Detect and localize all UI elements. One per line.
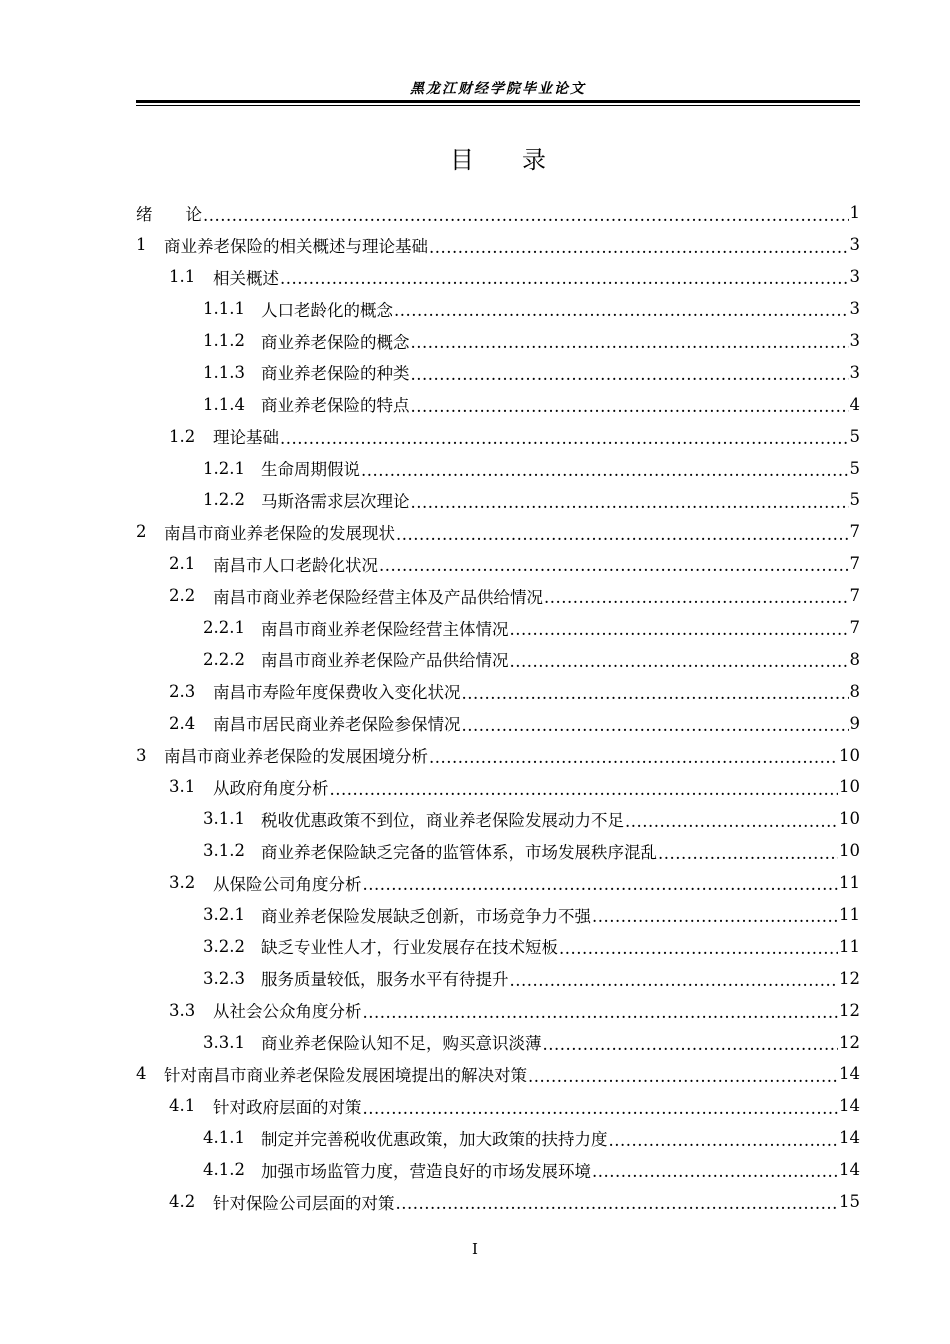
toc-entry[interactable] bbox=[136, 197, 860, 229]
toc-entry-number: 1.1 bbox=[169, 267, 196, 287]
toc-entry-label: 从社会公众角度分析 bbox=[213, 1002, 362, 1022]
toc-dot-leader bbox=[330, 782, 839, 799]
toc-entry-number: 3.2.3 bbox=[203, 968, 245, 988]
toc-entry[interactable] bbox=[136, 484, 860, 516]
toc-entry[interactable] bbox=[136, 803, 860, 835]
toc-dot-leader bbox=[559, 941, 838, 958]
toc-entry-label: 南昌市商业养老保险经营主体情况 bbox=[261, 619, 509, 639]
toc-dot-leader bbox=[543, 1037, 839, 1054]
toc-entry-number: 3.2 bbox=[169, 873, 196, 893]
toc-entry-page: 4 bbox=[849, 394, 860, 414]
toc-dot-leader bbox=[396, 527, 849, 544]
toc-entry-label: 南昌市商业养老保险的发展困境分析 bbox=[164, 747, 428, 767]
toc-entry-page: 3 bbox=[849, 362, 860, 382]
toc-entry[interactable] bbox=[136, 1154, 860, 1186]
toc-title-char-1: 目 bbox=[450, 146, 474, 174]
toc-entry-label: 南昌市居民商业养老保险参保情况 bbox=[213, 715, 461, 735]
toc-entry-number: 3.3 bbox=[169, 1000, 196, 1020]
toc-dot-leader bbox=[462, 718, 849, 735]
toc-entry-label: 南昌市人口老龄化状况 bbox=[213, 555, 378, 575]
toc-dot-leader bbox=[429, 240, 849, 257]
toc-entry-page: 11 bbox=[839, 905, 860, 925]
toc-entry-page: 7 bbox=[849, 618, 860, 638]
toc-entry-page: 7 bbox=[849, 522, 860, 542]
toc-entry[interactable] bbox=[136, 899, 860, 931]
toc-entry-page: 3 bbox=[849, 299, 860, 319]
toc-entry[interactable] bbox=[136, 1090, 860, 1122]
toc-dot-leader bbox=[363, 877, 839, 894]
toc-entry-number: 3.1 bbox=[169, 777, 196, 797]
toc-entry-label: 马斯洛需求层次理论 bbox=[261, 491, 410, 511]
toc-entry-number: 4.1.2 bbox=[203, 1160, 245, 1180]
toc-dot-leader bbox=[510, 973, 839, 990]
toc-entry-number: 3.2.2 bbox=[203, 936, 245, 956]
toc-entry-page: 11 bbox=[839, 936, 860, 956]
toc-entry-page: 9 bbox=[849, 713, 860, 733]
toc-entry-number: 1.2.1 bbox=[203, 458, 245, 478]
toc-dot-leader bbox=[429, 750, 838, 767]
toc-entry-number: 2 bbox=[136, 522, 147, 542]
toc-entry-page: 5 bbox=[849, 490, 860, 510]
toc-entry-label: 相关概述 bbox=[213, 268, 279, 288]
toc-dot-leader bbox=[363, 1101, 839, 1118]
toc-entry[interactable] bbox=[136, 962, 860, 994]
toc-entry-page: 5 bbox=[849, 426, 860, 446]
toc-dot-leader bbox=[592, 1164, 838, 1181]
toc-entry-label: 南昌市商业养老保险的发展现状 bbox=[164, 523, 395, 543]
toc-entry-label: 理论基础 bbox=[213, 428, 279, 448]
toc-dot-leader bbox=[203, 208, 849, 225]
toc-entry-label: 南昌市寿险年度保费收入变化状况 bbox=[213, 683, 461, 703]
toc-entry-number: 4.1 bbox=[169, 1096, 196, 1116]
toc-entry[interactable] bbox=[136, 1122, 860, 1154]
toc-dot-leader bbox=[510, 622, 849, 639]
toc-entry-label: 制定并完善税收优惠政策，加大政策的扶持力度 bbox=[261, 1129, 608, 1149]
toc-entry-number: 4.2 bbox=[169, 1192, 196, 1212]
toc-entry[interactable] bbox=[136, 420, 860, 452]
toc-entry[interactable] bbox=[136, 675, 860, 707]
toc-entry[interactable] bbox=[136, 612, 860, 644]
toc-entry-page: 10 bbox=[839, 841, 860, 861]
toc-title-char-2: 录 bbox=[522, 146, 546, 174]
toc-entry[interactable] bbox=[136, 771, 860, 803]
toc-entry[interactable] bbox=[136, 261, 860, 293]
toc-entry-number: 3 bbox=[136, 745, 147, 765]
toc-entry-label: 南昌市商业养老保险经营主体及产品供给情况 bbox=[213, 587, 543, 607]
toc-entry-page: 3 bbox=[849, 331, 860, 350]
toc-dot-leader bbox=[394, 303, 849, 320]
toc-entry-page: 3 bbox=[849, 267, 860, 287]
toc-entry[interactable] bbox=[136, 388, 860, 420]
toc-entry-label: 商业养老保险的相关概述与理论基础 bbox=[164, 236, 428, 256]
toc-entry-label: 商业养老保险认知不足，购买意识淡薄 bbox=[261, 1034, 542, 1054]
toc-dot-leader bbox=[363, 1005, 839, 1022]
toc-dot-leader bbox=[396, 1196, 839, 1213]
toc-entry[interactable] bbox=[136, 994, 860, 1026]
toc-title bbox=[136, 140, 860, 175]
toc-entry[interactable] bbox=[136, 516, 860, 548]
toc-entry-page: 5 bbox=[849, 458, 860, 478]
toc-entry-number: 1 bbox=[136, 235, 147, 255]
toc-entry-label: 商业养老保险的概念 bbox=[261, 332, 410, 352]
toc-entry-number: 3.1.2 bbox=[203, 841, 245, 861]
toc-entry-page: 11 bbox=[839, 873, 860, 893]
toc-entry[interactable] bbox=[136, 1058, 860, 1090]
toc-dot-leader bbox=[625, 814, 838, 831]
toc-entry-page: 12 bbox=[839, 1000, 860, 1020]
toc-entry[interactable] bbox=[136, 707, 860, 739]
toc-entry-number: 4 bbox=[136, 1064, 147, 1084]
toc-dot-leader bbox=[544, 590, 849, 607]
toc-entry-label: 生命周期假说 bbox=[261, 460, 360, 480]
header-rule-thick bbox=[136, 100, 860, 103]
toc-dot-leader bbox=[592, 909, 838, 926]
toc-entry-number: 1.1.4 bbox=[203, 394, 245, 414]
toc-entry-label: 从保险公司角度分析 bbox=[213, 874, 362, 894]
toc-entry-number: 2.3 bbox=[169, 681, 196, 701]
toc-entry-page: 12 bbox=[839, 968, 860, 988]
toc-entry-number: 2.1 bbox=[169, 554, 196, 574]
toc-entry-label: 商业养老保险发展缺乏创新，市场竞争力不强 bbox=[261, 906, 591, 926]
toc-entry-label: 南昌市商业养老保险产品供给情况 bbox=[261, 651, 509, 671]
toc-entry-number: 2.2 bbox=[169, 586, 196, 606]
toc-dot-leader bbox=[411, 335, 849, 352]
toc-entry-number: 4.1.1 bbox=[203, 1128, 245, 1148]
toc-dot-leader bbox=[658, 846, 838, 863]
toc-entry-label: 服务质量较低，服务水平有待提升 bbox=[261, 970, 509, 990]
toc-entry-label: 税收优惠政策不到位，商业养老保险发展动力不足 bbox=[261, 810, 624, 830]
toc-entry-label: 针对保险公司层面的对策 bbox=[213, 1193, 395, 1213]
toc-entry-page: 14 bbox=[839, 1096, 860, 1116]
toc-entry-page: 10 bbox=[839, 777, 860, 797]
toc-dot-leader bbox=[609, 1133, 839, 1150]
toc-entry-label: 人口老龄化的概念 bbox=[261, 300, 393, 320]
toc-entry-page: 14 bbox=[839, 1160, 860, 1180]
toc-entry[interactable] bbox=[136, 580, 860, 612]
toc-entry-label: 商业养老保险的种类 bbox=[261, 364, 410, 384]
toc-entry-number: 2.2.1 bbox=[203, 618, 245, 638]
toc-entry-number: 1.1.1 bbox=[203, 299, 245, 319]
toc-entry-number: 1.1.2 bbox=[203, 331, 245, 350]
toc-entry[interactable] bbox=[136, 1026, 860, 1058]
toc-entry-number: 1.2.2 bbox=[203, 490, 245, 510]
toc-entry-page: 7 bbox=[849, 586, 860, 606]
toc-entry-label: 商业养老保险缺乏完备的监管体系，市场发展秩序混乱 bbox=[261, 842, 657, 862]
toc-entry-page: 1 bbox=[849, 203, 860, 223]
toc-dot-leader bbox=[411, 399, 849, 416]
toc-dot-leader bbox=[411, 495, 849, 512]
toc-dot-leader bbox=[280, 271, 849, 288]
toc-entry-page: 8 bbox=[849, 681, 860, 701]
toc-entry[interactable] bbox=[136, 867, 860, 899]
toc-entry[interactable] bbox=[136, 835, 860, 867]
toc-entry-number: 2.4 bbox=[169, 713, 196, 733]
toc-entry[interactable] bbox=[136, 356, 860, 388]
toc-entry[interactable] bbox=[136, 229, 860, 261]
toc-entry[interactable] bbox=[136, 739, 860, 771]
page-header-title: 黑龙江财经学院毕业论文 bbox=[410, 81, 586, 97]
toc-entry-page: 14 bbox=[839, 1128, 860, 1148]
header-rule-thin bbox=[136, 105, 860, 106]
toc-entry-page: 12 bbox=[839, 1032, 860, 1052]
toc-entry-page: 15 bbox=[839, 1192, 860, 1212]
toc-entry-page: 7 bbox=[849, 554, 860, 574]
toc-entry-label: 加强市场监管力度，营造良好的市场发展环境 bbox=[261, 1161, 591, 1181]
toc-entry-number: 1.2 bbox=[169, 426, 196, 446]
toc-dot-leader bbox=[411, 367, 849, 384]
toc-entry-label: 从政府角度分析 bbox=[213, 778, 329, 798]
toc-entry[interactable] bbox=[136, 548, 860, 580]
toc-entry-label: 针对南昌市商业养老保险发展困境提出的解决对策 bbox=[164, 1065, 527, 1085]
toc-entry-page: 10 bbox=[839, 809, 860, 829]
toc-entry-label: 商业养老保险的特点 bbox=[261, 396, 410, 416]
toc-entry[interactable] bbox=[136, 643, 860, 675]
footer-page-number: I bbox=[472, 1240, 478, 1258]
toc-entry[interactable] bbox=[136, 293, 860, 325]
toc-entry-number: 3.3.1 bbox=[203, 1032, 245, 1052]
toc-dot-leader bbox=[280, 431, 849, 448]
toc-dot-leader bbox=[510, 654, 849, 671]
toc-entry-page: 14 bbox=[839, 1064, 860, 1084]
toc-entry-number: 2.2.2 bbox=[203, 649, 245, 669]
table-of-contents bbox=[136, 197, 860, 1218]
toc-entry-page: 10 bbox=[839, 745, 860, 765]
toc-entry-label: 绪 论 bbox=[136, 204, 202, 224]
toc-entry-page: 8 bbox=[849, 649, 860, 669]
toc-dot-leader bbox=[379, 558, 849, 575]
toc-entry-number: 1.1.3 bbox=[203, 362, 245, 382]
toc-entry-number: 3.1.1 bbox=[203, 809, 245, 829]
toc-entry-label: 针对政府层面的对策 bbox=[213, 1097, 362, 1117]
toc-dot-leader bbox=[361, 463, 849, 480]
toc-dot-leader bbox=[462, 686, 849, 703]
toc-entry[interactable] bbox=[136, 452, 860, 484]
toc-entry[interactable] bbox=[136, 930, 860, 962]
toc-entry[interactable] bbox=[136, 325, 860, 357]
toc-entry[interactable] bbox=[136, 1186, 860, 1218]
toc-entry-label: 缺乏专业性人才，行业发展存在技术短板 bbox=[261, 938, 558, 958]
toc-entry-number: 3.2.1 bbox=[203, 905, 245, 925]
toc-dot-leader bbox=[528, 1069, 838, 1086]
toc-entry-page: 3 bbox=[849, 235, 860, 255]
